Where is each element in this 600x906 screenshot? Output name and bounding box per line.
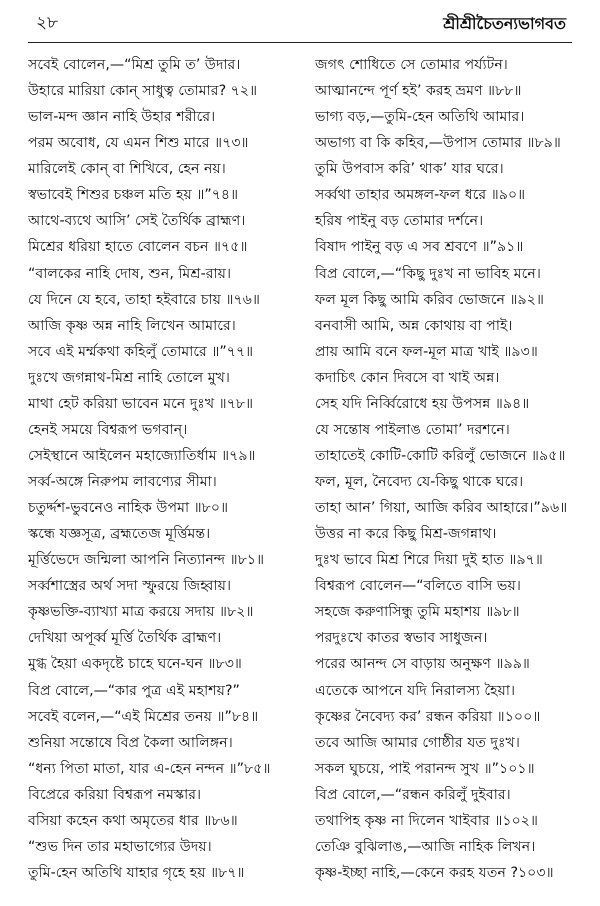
verse-line: কৃষ্ণভক্তি-ব্যাখ্যা মাত্র করয়ে সদায় ॥৮২॥	[28, 604, 254, 621]
verse-line: জগৎ শোধিতে সে তোমার পর্য্যটন।	[315, 57, 508, 73]
verse-line: সর্ব্বশাস্ত্রের অর্থ সদা স্ফুরয়ে জিহ্বায়।	[28, 578, 232, 595]
verse-line: বনবাসী আমি, অন্ন কোথায় বা পাই।	[315, 317, 513, 334]
verse-line: যে দিনে যে হবে, তাহা হইবারে চায় ॥৭৬॥	[28, 291, 260, 308]
verse-line: অভাগ্য বা কি কহিব,—উপাস তোমার ॥৮৯॥	[315, 135, 561, 152]
verse-line: সেহ যদি নির্ব্বিরোধে হয় উপসন্ন ॥৯৪॥	[315, 395, 530, 412]
verse-line: সবেই বলেন,—“এই মিশ্রের তনয় ॥”৮৪॥	[28, 708, 259, 725]
verse-line: বিপ্র বোলে,—“কার পুত্র এই মহাশয়?”	[28, 682, 240, 699]
verse-line: আজি কৃষ্ণ অন্ন নাহি লিখেন আমারে।	[28, 317, 236, 334]
verse-line: সবে এই মর্ম্মকথা কহিলুঁ তোমারে ॥”৭৭॥	[28, 343, 254, 360]
verse-line: স্বভাবেই শিশুর চঞ্চল মতি হয় ॥”৭৪॥	[28, 187, 239, 204]
verse-line: মারিলেই কোন্ বা শিখিবে, হেন নয়।	[28, 161, 226, 178]
verse-line: মূর্ত্তিভেদে জন্মিলা আপনি নিত্যানন্দ ॥৮১॥	[28, 552, 265, 569]
verse-line: বিষাদ পাইনু বড় এ সব শ্রবণে ॥”৯১॥	[315, 239, 524, 256]
verse-line: ভাল-মন্দ জ্ঞান নাহি উহার শরীরে।	[28, 109, 216, 126]
verse-line: পরম অবোধ, যে এমন শিশু মারে ॥৭৩॥	[28, 135, 249, 152]
verse-line: উহারে মারিয়া কোন্ সাধুত্ব তোমার? ৭২॥	[28, 83, 258, 100]
verse-line: ভাগ্য বড়,—তুমি-হেন অতিথি আমার।	[315, 109, 525, 126]
running-title: শ্রীশ্রীচৈতন্যভাগবত	[443, 14, 566, 33]
verse-line: সর্ব্ব-অঙ্গে নিরুপম লাবণ্যের সীমা।	[28, 474, 217, 490]
verse-line: শুনিয়া সন্তোষে বিপ্র কৈলা আলিঙ্গন।	[28, 734, 233, 751]
verse-line: দুঃখে জগন্নাথ-মিশ্র নাহি তোলে মুখ।	[28, 369, 230, 386]
verse-line: এতেকে আপনে যদি নিরালস্য হৈয়া।	[315, 682, 516, 699]
verse-line: তুমি-হেন অতিথি যাহার গৃহে হয় ॥৮৭॥	[28, 864, 245, 881]
verse-line: হেনই সময়ে বিশ্বরূপ ভগবান্।	[28, 421, 188, 438]
verse-line: বিশ্বরূপ বোলেন—“বলিতে বাসি ভয়।	[315, 578, 521, 595]
right-column	[313, 52, 580, 886]
verse-line: “বালকের নাহি দোষ, শুন, মিশ্র-রায়।	[28, 265, 232, 282]
verse-line: তাহা আন’ গিয়া, আজি করিব আহারে।”৯৬॥	[315, 500, 568, 517]
verse-line: সেইস্থানে আইলেন মহাজ্যোতির্ধাম ॥৭৯॥	[28, 447, 256, 464]
verse-line: পরের আনন্দ সে বাড়ায় অনুক্ষণ ॥৯৯॥	[315, 656, 530, 673]
verse-line: বিপ্র বোলে,—“রন্ধন করিলুঁ দুইবার।	[315, 786, 511, 803]
verse-line: সকল ঘুচয়ে, পাই পরানন্দ সুখ ॥”১০১॥	[315, 760, 535, 777]
verse-line: চতুর্দ্দশ-ভুবনেও নাহিক উপমা ॥৮০॥	[28, 500, 229, 517]
verse-line: আথে-ব্যথে আসি’ সেই তৈর্থিক ব্রাহ্মণ।	[28, 213, 246, 230]
verse-line: দুঃখ ভাবে মিশ্র শিরে দিয়া দুই হাত ॥৯৭॥	[315, 552, 543, 569]
header-rule	[28, 42, 572, 43]
verse-line: উত্তর না করে কিছু মিশ্র-জগন্নাথ।	[315, 526, 497, 543]
verse-line: আত্মানন্দে পূর্ণ হই’ করহ ভ্রমণ ॥৮৮॥	[315, 83, 522, 100]
verse-line: মুগ্ধ হৈয়া একদৃষ্টে চাহে ঘনে-ঘন ॥৮৩॥	[28, 656, 242, 673]
left-column	[28, 52, 295, 886]
verse-line: সহজে করুণাসিন্ধু তুমি মহাশয় ॥৯৮॥	[315, 604, 520, 621]
verse-line: “ধন্য পিতা মাতা, যার এ-হেন নন্দন ॥”৮৫॥	[28, 760, 271, 777]
verse-line: কৃষ্ণ-ইচ্ছা নাহি,—কেনে করহ যতন ?১০৩॥	[315, 864, 554, 881]
verse-line: বিপ্রেরে করিয়া বিশ্বরূপ নমস্কার।	[28, 786, 202, 803]
page-number: ২৮	[36, 13, 59, 33]
verse-line: পরদুঃখে কাতর স্বভাব সাধুজন।	[315, 630, 488, 647]
verse-line: তুমি উপবাস করি’ থাক’ যার ঘরে।	[315, 161, 504, 178]
verse-line: ফল মূল কিছু আমি করিব ভোজনে ॥৯২॥	[315, 291, 544, 308]
verse-line: দেখিয়া অপূর্ব্ব মূর্ত্তি তৈর্থিক ব্রাহ্মণ।	[28, 630, 222, 647]
verse-line: “শুভ দিন তার মহাভাগ্যের উদয়।	[28, 838, 212, 855]
verse-line: ফল, মূল, নৈবেদ্য যে-কিছু থাকে ঘরে।	[315, 474, 524, 490]
verse-line: বিপ্র বোলে,—“কিছু দুঃখ না ভাবিহ মনে।	[315, 265, 541, 282]
verse-line: তেঞি বুঝিলাঙ,—আজি নাহিক লিখন।	[315, 838, 536, 855]
verse-line: স্কন্ধে যজ্ঞসূত্র, ব্রহ্মতেজ মূর্ত্তিমন্ত।	[28, 526, 211, 543]
verse-line: বসিয়া কহেন কথা অমৃতের ধার ॥৮৬॥	[28, 812, 238, 829]
verse-line: তবে আজি আমার গোষ্ঠীর যত দুঃখ।	[315, 734, 520, 751]
verse-line: প্রায় আমি বনে ফল-মূল মাত্র খাই ॥৯৩॥	[315, 343, 538, 360]
page-header	[36, 14, 566, 38]
verse-line: মিশ্রের ধরিয়া হাতে বোলেন বচন ॥৭৫॥	[28, 239, 248, 256]
verse-line: কৃষ্ণের নৈবেদ্য কর’ রন্ধন করিয়া ॥১০০॥	[315, 708, 541, 725]
verse-line: সর্ব্বথা তাহার অমঙ্গল-ফল ধরে ॥৯০॥	[315, 187, 526, 204]
verse-line: মাথা হেট করিয়া ভাবেন মনে দুঃখ ॥৭৮॥	[28, 395, 254, 412]
verse-line: কদাচিৎ কোন দিবসে বা খাই অন্ন।	[315, 369, 500, 386]
text-columns	[28, 52, 580, 886]
verse-line: তাহাতেই কোটি-কোটি করিলুঁ ভোজনে ॥৯৫॥	[315, 447, 566, 464]
verse-line: যে সন্তোষ পাইলাঙ তোমা’ দরশনে।	[315, 421, 510, 438]
verse-line: তথাপিহ কৃষ্ণ না দিলেন খাইবার ॥১০২॥	[315, 812, 539, 829]
verse-line: হরিষ পাইনু বড় তোমার দর্শনে।	[315, 213, 484, 230]
verse-line: সবেই বোলেন,—“মিশ্র তুমি ত’ উদার।	[28, 57, 241, 73]
